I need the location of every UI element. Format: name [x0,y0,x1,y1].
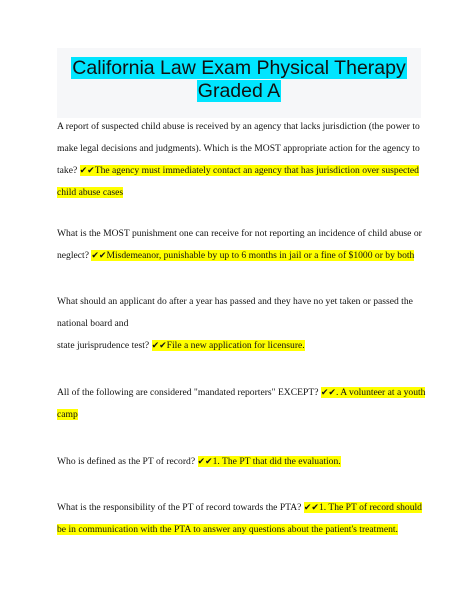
answer-text: camp [57,409,78,420]
check-mark-icon: ✔✔ [151,341,167,351]
answer-highlight [198,456,341,467]
answer-highlight [304,502,422,513]
check-mark-icon: ✔✔ [91,251,107,261]
answer-highlight [91,250,414,261]
qa-item-5 [57,451,429,473]
check-mark-icon: ✔✔ [197,457,213,467]
answer-text: File a new application for licensure. [166,340,305,351]
qa-item-3 [57,291,429,357]
answer-text: 1. The PT that did the evaluation. [212,456,341,467]
title-band [57,48,421,118]
question-text: neglect? [57,250,92,261]
document-title [57,57,421,103]
question-text: make legal decisions and judgments). Which is the MOST appropriate action for the agency to [57,143,420,154]
answer-highlight [152,340,305,351]
qa-item-2 [57,223,429,267]
question-text: take? [57,165,80,176]
answer-highlight [321,387,426,398]
title-line-2: Graded A [197,80,281,102]
answer-text: 1. The PT of record should [318,502,422,513]
qa-item-1 [57,116,429,204]
answer-highlight [80,165,419,176]
answer-text: The agency must immediately contact an agency that has jurisdiction over suspected [94,165,419,176]
question-text: A report of suspected child abuse is received by an agency that lacks jurisdiction (the power to [57,121,420,132]
answer-text: be in communication with the PTA to answer any questions about the patient's treatment. [57,524,398,535]
check-mark-icon: ✔✔ [79,166,95,176]
question-text: What is the MOST punishment one can receive for not reporting an incidence of child abuse or [57,228,422,239]
question-text: What should an applicant do after a year has passed and they have no yet taken or passed the [57,296,413,307]
check-mark-icon: ✔✔ [320,388,336,398]
question-text: What is the responsibility of the PT of record towards the PTA? [57,502,304,513]
question-text: national board and [57,318,129,329]
question-text: state jurisprudence test? [57,340,152,351]
qa-item-4 [57,382,429,426]
answer-text: child abuse cases [57,187,124,198]
qa-item-6 [57,497,429,541]
question-text: Who is defined as the PT of record? [57,456,198,467]
question-text: All of the following are considered "mandated reporters" EXCEPT? [57,387,321,398]
answer-text: Misdemeanor, punishable by up to 6 months in jail or a fine of $1000 or by both [106,250,415,261]
answer-text: . A volunteer at a youth [335,387,426,398]
title-line-1: California Law Exam Physical Therapy [72,57,406,79]
check-mark-icon: ✔✔ [303,503,319,513]
